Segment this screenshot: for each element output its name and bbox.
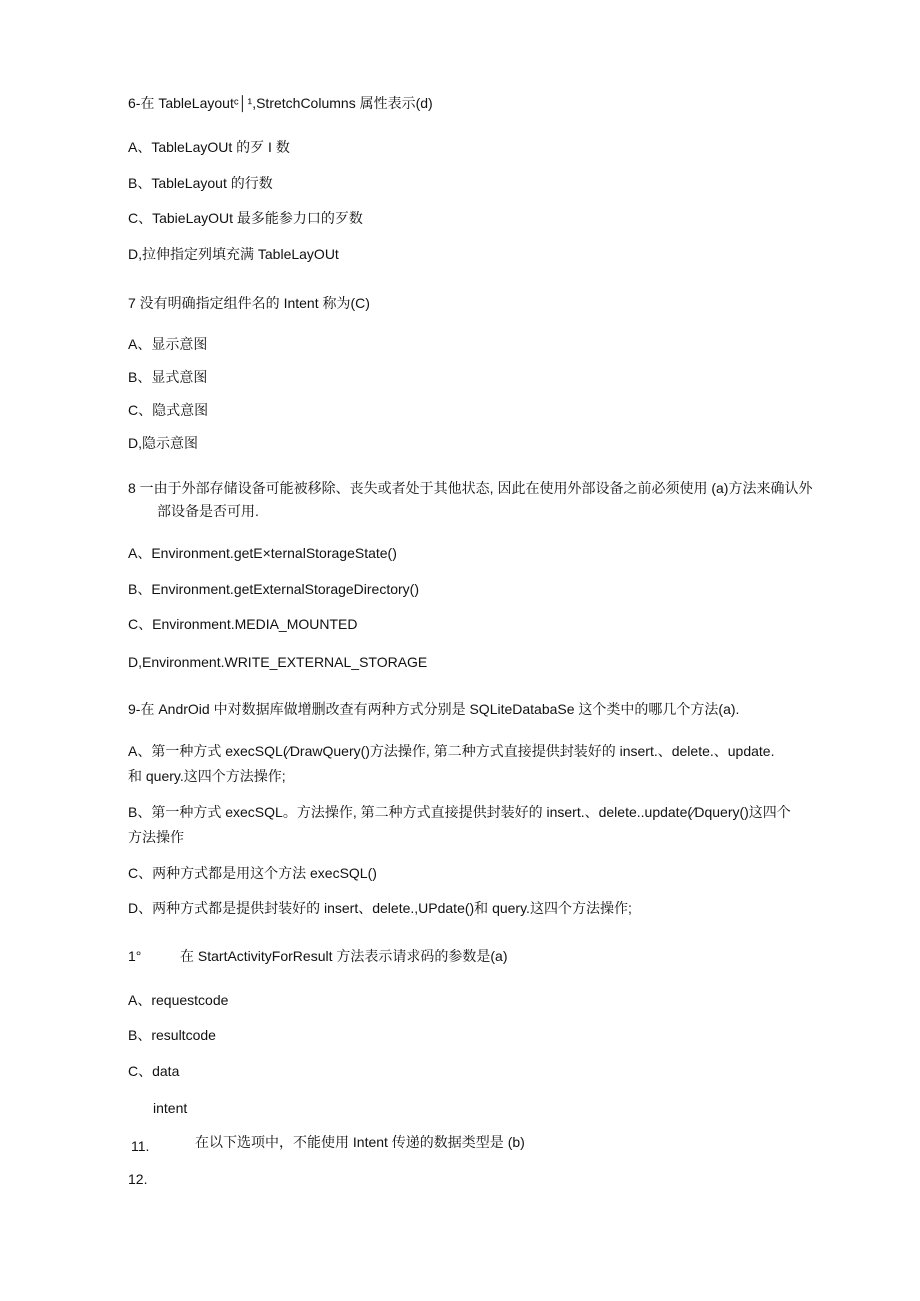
question-10-option-c: C、data: [128, 1063, 180, 1079]
question-7-option-d: D,隐示意图: [128, 435, 198, 451]
question-6-option-c: C、TabieLayOUt 最多能参力口的歹数: [128, 210, 363, 226]
question-9-option-a: A、第一种方式 execSQL(⁄DrawQuery()方法操作, 第二种方式直接提供封装好的 insert.、delete.、update.: [128, 743, 775, 759]
question-9-option-a-continued: 和 query.这四个方法操作;: [128, 768, 286, 784]
question-8-option-c: C、Environment.MEDIA_MOUNTED: [128, 616, 358, 632]
question-8-option-d: D,Environment.WRITE_EXTERNAL_STORAGE: [128, 654, 428, 670]
question-11-stem: 在以下选项中，不能使用 Intent 传递的数据类型是 (b): [195, 1134, 525, 1150]
question-8-stem: 8 一由于外部存储设备可能被移除、丧失或者处于其他状态, 因此在使用外部设备之前必须使用 (a)方法来确认外: [128, 480, 813, 496]
question-6-option-d: D,拉伸指定列填充满 TableLayOUt: [128, 246, 339, 262]
question-9-option-d: D、两种方式都是提供封装好的 insert、delete.,UPdate()和 query.这四个方法操作;: [128, 900, 632, 916]
question-7-stem: 7 没有明确指定组件名的 Intent 称为(C): [128, 295, 370, 311]
question-7-option-b: B、显式意图: [128, 369, 208, 385]
question-9-option-b-continued: 方法操作: [128, 829, 184, 845]
question-6-option-a: A、TableLayOUt 的歹 I 数: [128, 139, 290, 155]
question-12-number: 12.: [128, 1171, 148, 1187]
question-7-option-c: C、隐式意图: [128, 402, 209, 418]
question-8-stem-continued: 部设备是否可用.: [157, 503, 259, 519]
question-7-option-a: A、显示意图: [128, 336, 208, 352]
question-8-option-b: B、Environment.getExternalStorageDirectory(): [128, 581, 420, 597]
question-10-option-b: B、resultcode: [128, 1027, 216, 1043]
question-10-stem: 在 StartActivityForResult 方法表示请求码的参数是(a): [180, 948, 508, 964]
question-9-option-c: C、两种方式都是用这个方法 execSQL(): [128, 865, 377, 881]
question-10-option-a: A、requestcode: [128, 992, 229, 1008]
question-10-number: 1°: [128, 948, 142, 964]
question-11-number: 11.: [131, 1138, 150, 1154]
question-10-option-d: intent: [153, 1100, 188, 1116]
question-6-option-b: B、TableLayout 的行数: [128, 175, 273, 191]
question-9-option-b: B、第一种方式 execSQL。方法操作, 第二种方式直接提供封装好的 insert.、delete..update(⁄Dquery()这四个: [128, 804, 791, 820]
question-8-option-a: A、Environment.getE×ternalStorageState(): [128, 545, 397, 561]
question-6-stem: 6-在 TableLayoutᶜ│¹,StretchColumns 属性表示(d): [128, 95, 433, 111]
question-9-stem: 9-在 AndrOid 中对数据库做增删改查有两种方式分别是 SQLiteDatabaSe 这个类中的哪几个方法(a).: [128, 701, 740, 717]
